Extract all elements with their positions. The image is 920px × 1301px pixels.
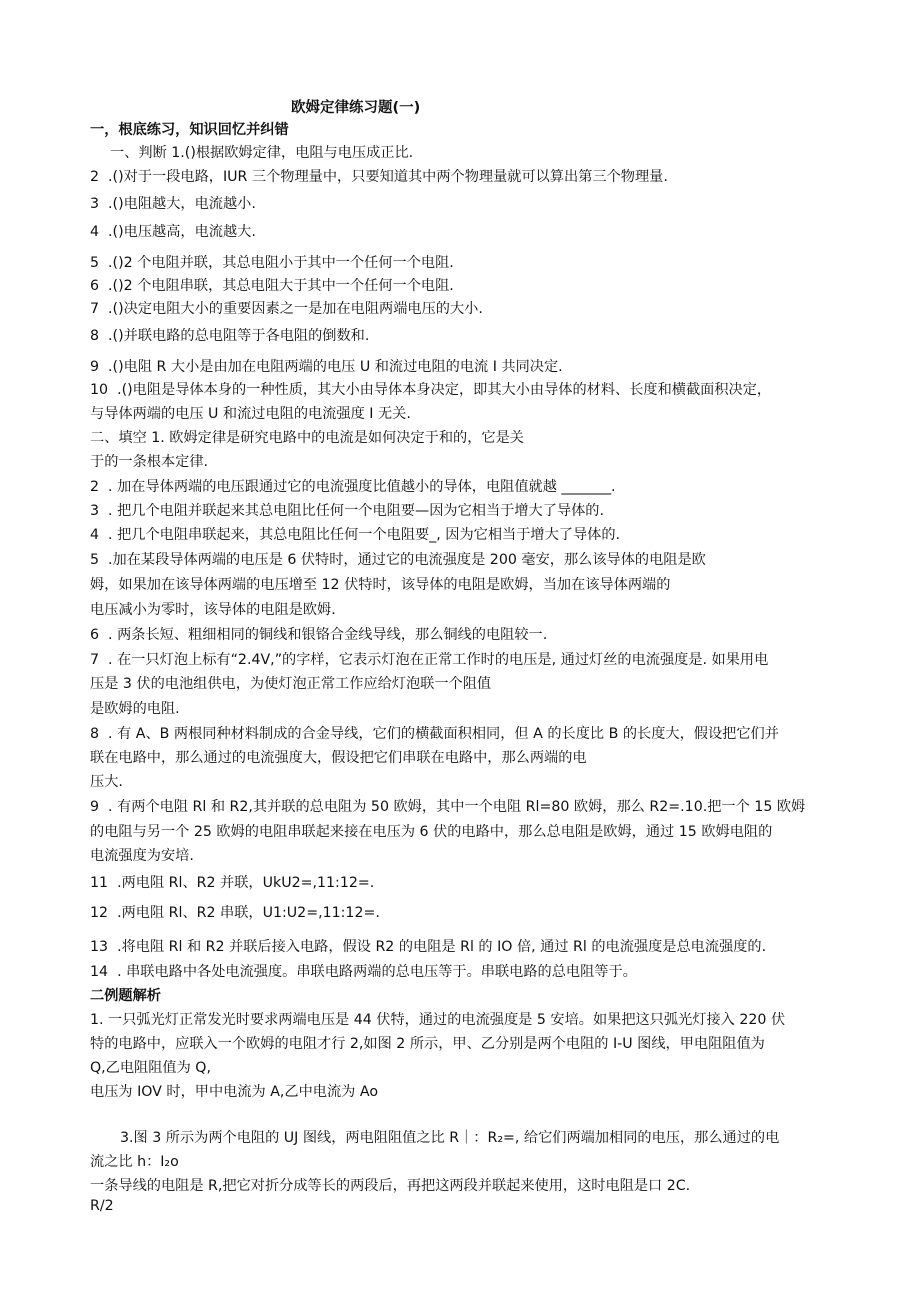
example-1-line-4: 电压为 IOV 时，甲中电流为 A,乙中电流为 Ao [90, 1084, 379, 1100]
fill-item-9-line-2: 的电阻与另一个 25 欧姆的电阻串联起来接在电压为 6 伏的电路中，那么总电阻是欧姆，通过 15 欧姆电阻的 [90, 824, 773, 840]
fill-item-6: 6 . 两条长短、粗细相同的铜线和银铬合金线导线，那么铜线的电阻较一. [90, 627, 548, 643]
example-3-line-1: 3.图 3 所示为两个电阻的 UJ 图线，两电阻阻值之比 R｜：R₂=, 给它们两端加相同的电压，那么通过的电 [120, 1130, 780, 1146]
fill-item-14: 14 . 串联电路中各处电流强度。串联电路两端的总电压等于。串联电路的总电阻等于。 [90, 964, 637, 980]
fill-item-2: 2 . 加在导体两端的电压跟通过它的电流强度比值越小的导体，电阻值就越 _______. [90, 479, 616, 495]
fill-item-9-line-3: 电流强度为安培. [90, 848, 194, 864]
judge-item-5: 5 .()2 个电阻并联，其总电阻小于其中一个任何一个电阻. [90, 255, 454, 271]
judge-item-7: 7 .()决定电阻大小的重要因素之一是加在电阻两端电压的大小. [90, 301, 483, 317]
fill-item-7-line-3: 是欧姆的电阻. [90, 701, 180, 717]
section-1-heading: 一，根底练习，知识回忆并纠错 [90, 122, 289, 138]
fill-item-4: 4 . 把几个电阻串联起来，其总电阻比任何一个电阻要_, 因为它相当于增大了导体的. [90, 527, 621, 543]
fill-item-13: 13 .将电阻 Rl 和 R2 并联后接入电路，假设 R2 的电阻是 Rl 的 IO 倍, 通过 Rl 的电流强度是总电流强度的. [90, 939, 767, 955]
fill-item-8-line-1: 8 . 有 A、B 两根同种材料制成的合金导线，它们的横截面积相同，但 A 的长度比 B 的长度大，假设把它们并 [90, 726, 779, 742]
judge-item-9: 9 .()电阻 R 大小是由加在电阻两端的电压 U 和流过电阻的电流 I 共同决定. [90, 359, 563, 375]
fill-item-1-line-2: 于的一条根本定律. [90, 454, 209, 470]
judge-item-4: 4 .()电压越高，电流越大. [90, 224, 256, 240]
document-title: 欧姆定律练习题(一) [291, 100, 421, 116]
fill-item-5-line-3: 电压减小为零时，该导体的电阻是欧姆. [90, 602, 336, 618]
fill-item-5-line-1: 5 .加在某段导体两端的电压是 6 伏特时，通过它的电流强度是 200 毫安，那么该导体的电阻是欧 [90, 552, 706, 568]
judge-item-10-line-1: 10 .()电阻是导体本身的一种性质，其大小由导体本身决定，即其大小由导体的材料、长度和横截面积决定， [90, 382, 772, 398]
fill-item-7-line-2: 压是 3 伏的电池组供电，为使灯泡正常工作应给灯泡联一个阻值 [90, 676, 492, 692]
judge-item-1: 一、判断 1.()根据欧姆定律，电阻与电压成正比. [110, 145, 414, 161]
fill-item-8-line-3: 压大. [90, 774, 123, 790]
example-1-line-2: 特的电路中，应联入一个欧姆的电阻才行 2,如图 2 所示，甲、乙分别是两个电阻的 I-U 图线，甲电阻阻值为 [90, 1036, 765, 1052]
fill-item-5-line-2: 姆，如果加在该导体两端的电压增至 12 伏特时，该导体的电阻是欧姆，当加在该导体两端的 [90, 577, 671, 593]
fill-item-11: 11 .两电阻 Rl、R2 并联，UkU2=,11:12=. [90, 875, 375, 891]
fill-item-7-line-1: 7 . 在一只灯泡上标有“2.4V,”的字样，它表示灯泡在正常工作时的电压是, 通过灯丝的电流强度是. 如果用电 [90, 652, 769, 668]
judge-item-8: 8 .()并联电路的总电阻等于各电阻的倒数和. [90, 328, 370, 344]
example-1-line-1: 1. 一只弧光灯正常发光时要求两端电压是 44 伏特，通过的电流强度是 5 安培。如果把这只弧光灯接入 220 伏 [90, 1012, 786, 1028]
judge-item-6: 6 .()2 个电阻串联，其总电阻大于其中一个任何一个电阻. [90, 278, 454, 294]
fill-item-12: 12 .两电阻 Rl、R2 串联，U1:U2=,11:12=. [90, 905, 380, 921]
example-3-line-2: 流之比 h：I₂o [90, 1154, 179, 1170]
fill-item-9-line-1: 9 . 有两个电阻 Rl 和 R2,其并联的总电阻为 50 欧姆，其中一个电阻 Rl=80 欧姆，那么 R2=.10.把一个 15 欧姆 [90, 799, 806, 815]
judge-item-2: 2 .()对于一段电路，IUR 三个物理量中，只要知道其中两个物理量就可以算出第三个物理量. [90, 169, 668, 185]
fill-item-1-line-1: 二、填空 1. 欧姆定律是研究电路中的电流是如何决定于和的，它是关 [90, 430, 524, 446]
example-1-line-3: Q,乙电阻阻值为 Q, [90, 1060, 211, 1076]
judge-item-10-line-2: 与导体两端的电压 U 和流过电阻的电流强度 I 无关. [90, 406, 411, 422]
fill-item-8-line-2: 联在电路中，那么通过的电流强度大，假设把它们串联在电路中，那么两端的电 [90, 750, 587, 766]
example-4-answer: R/2 [90, 1198, 114, 1214]
example-4: 一条导线的电阻是 R,把它对折分成等长的两段后，再把这两段并联起来使用，这时电阻是口 2C. [90, 1178, 691, 1194]
judge-item-3: 3 .()电阻越大，电流越小. [90, 196, 256, 212]
fill-item-3: 3 . 把几个电阻并联起来其总电阻比任何一个电阻要—因为它相当于增大了导体的. [90, 503, 604, 519]
section-2-heading: 二例题解析 [90, 988, 161, 1004]
